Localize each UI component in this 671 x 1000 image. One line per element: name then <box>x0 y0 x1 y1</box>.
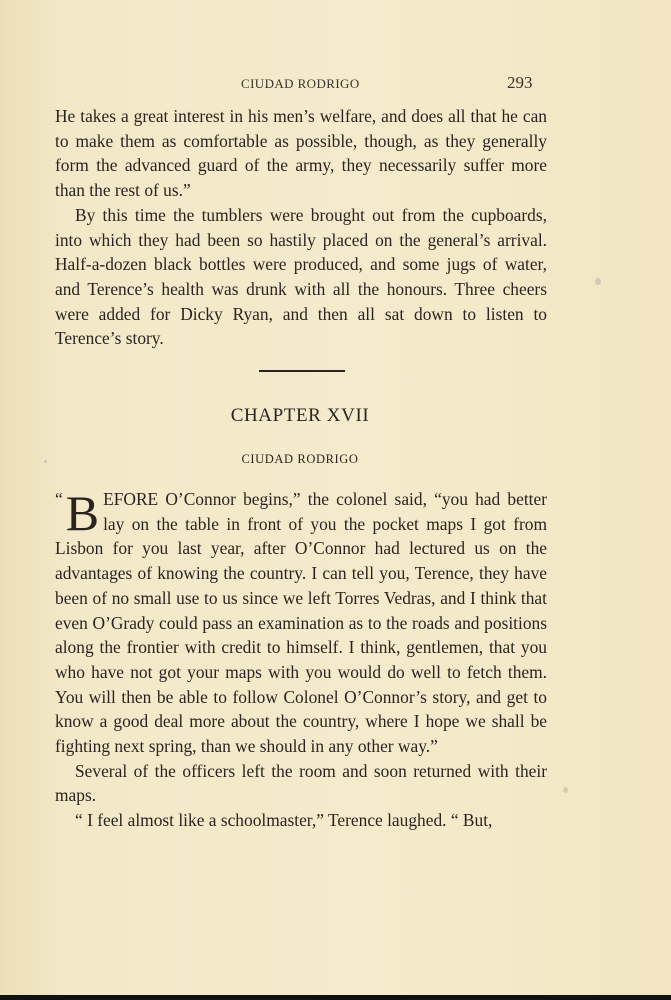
page-number: 293 <box>507 73 533 92</box>
text-block-bottom <box>55 487 547 833</box>
running-head <box>0 73 671 97</box>
running-title: CIUDAD RODRIGO <box>241 76 360 91</box>
opening-paragraph-text: EFORE O’Connor begins,” the colonel said, “you had better lay on the table in front of you the pocket maps I got from Lisbon for you last year, after O’Connor had lectured us on the advantages of knowing the country. I can tell you, Terence, they have been of no small use to us since we left Torres Vedras, and I think that even O’Grady could pass an examination as to the roads and positions along the frontier with credit to himself. I think, gentlemen, that you who have not got your maps with you would do well to fetch them. You will then be able to follow Colonel O’Connor’s story, and get to know a good deal more about the country, where I hope we shall be fighting next spring, than we should in any other way.” <box>55 489 547 757</box>
paper-speck <box>44 460 47 463</box>
paragraph: By this time the tumblers were brought out from the cupboards, into which they had been so hastily placed on the general’s arrival. Half-a-dozen black bottles were produced, and some jugs of water, and Terence’s health was drunk with all the honours. Three cheers were added for Dicky Ryan, and then all sat down to listen to Terence’s story. <box>55 204 547 349</box>
paragraph: “ I feel almost like a schoolmaster,” Terence laughed. “ But, <box>75 810 493 831</box>
drop-cap-letter: B <box>65 485 100 541</box>
opening-quote-mark: “ <box>55 489 63 509</box>
chapter-subtitle: CIUDAD RODRIGO <box>241 452 359 466</box>
section-divider <box>259 370 345 372</box>
paper-speck <box>563 787 568 793</box>
paragraph: Several of the officers left the room and soon returned with their maps. <box>55 760 547 806</box>
paper-speck <box>595 278 601 285</box>
page-bottom-edge <box>0 995 671 1000</box>
paragraph: He takes a great interest in his men’s welfare, and does all that he can to make them as comfortable as possible, though, as they generally form the advanced guard of the army, they necessarily suffer more than the rest of us.” <box>55 106 547 201</box>
chapter-title: CHAPTER XVII <box>230 405 370 426</box>
opening-paragraph <box>55 487 547 759</box>
text-block-top <box>55 104 547 351</box>
